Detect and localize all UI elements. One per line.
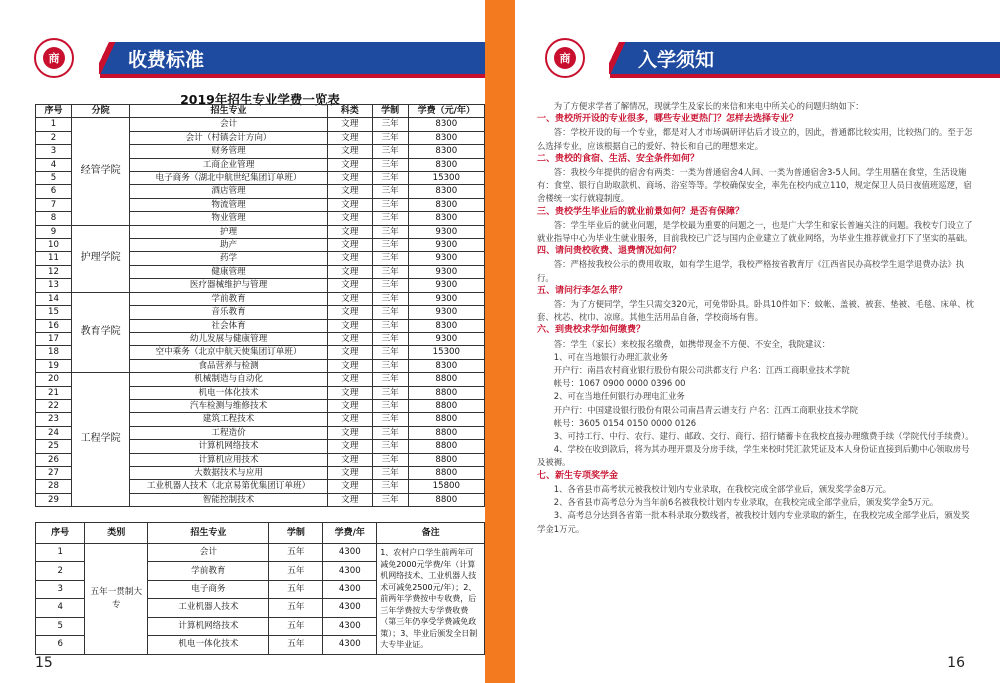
study-years: 三年 xyxy=(372,158,408,171)
study-years: 三年 xyxy=(372,306,408,319)
question-heading: 六、到贵校求学如何缴费？ xyxy=(537,325,646,336)
row-number: 14 xyxy=(36,292,72,305)
row-number: 2 xyxy=(36,131,72,144)
study-years: 三年 xyxy=(372,212,408,225)
tuition-fee: 15300 xyxy=(408,172,484,185)
college-name: 经管学院 xyxy=(71,118,129,225)
row-number: 23 xyxy=(36,413,72,426)
study-years: 五年 xyxy=(269,617,323,635)
subject-type: 文理 xyxy=(327,252,372,265)
major-name: 健康管理 xyxy=(130,265,328,278)
study-years: 三年 xyxy=(372,198,408,211)
column-header: 分院 xyxy=(71,105,129,118)
study-years: 三年 xyxy=(372,440,408,453)
tuition-fee: 4300 xyxy=(323,636,377,654)
study-years: 三年 xyxy=(372,346,408,359)
subject-type: 文理 xyxy=(327,453,372,466)
study-years: 三年 xyxy=(372,172,408,185)
subject-type: 文理 xyxy=(327,198,372,211)
major-name: 计算机网络技术 xyxy=(130,440,328,453)
study-years: 五年 xyxy=(269,636,323,654)
study-years: 三年 xyxy=(372,252,408,265)
row-number: 3 xyxy=(36,580,85,598)
subject-type: 文理 xyxy=(327,145,372,158)
subject-type: 文理 xyxy=(327,480,372,493)
tuition-fee: 8800 xyxy=(408,453,484,466)
major-name: 工商企业管理 xyxy=(130,158,328,171)
row-number: 9 xyxy=(36,225,72,238)
table-row xyxy=(36,225,485,238)
major-name: 机电一体化技术 xyxy=(130,386,328,399)
tuition-fee: 15800 xyxy=(408,480,484,493)
study-years: 三年 xyxy=(372,399,408,412)
answer-text: 2、各省县市高考总分为当年前6名被我校计划内专业录取，在我校完成全部学业后，颁发奖学金5万元。 xyxy=(553,497,939,508)
right-header-band: 入学须知 xyxy=(610,42,1000,74)
answer-text: 开户行：南昌农村商业银行股份有限公司洪都支行 户名：江西工商职业技术学院 xyxy=(553,365,850,376)
subject-type: 文理 xyxy=(327,185,372,198)
tuition-fee: 4300 xyxy=(323,544,377,562)
tuition-fee: 8800 xyxy=(408,440,484,453)
row-number: 6 xyxy=(36,185,72,198)
tuition-fee: 8300 xyxy=(408,131,484,144)
tuition-fee: 9300 xyxy=(408,252,484,265)
column-header: 招生专业 xyxy=(148,523,269,544)
question-heading: 五、请问行李怎么带？ xyxy=(537,285,628,296)
row-number: 20 xyxy=(36,373,72,386)
study-years: 三年 xyxy=(372,319,408,332)
study-years: 三年 xyxy=(372,359,408,372)
major-name: 会计 xyxy=(148,544,269,562)
tuition-fee: 8800 xyxy=(408,493,484,506)
row-number: 18 xyxy=(36,346,72,359)
row-number: 4 xyxy=(36,599,85,617)
row-number: 25 xyxy=(36,440,72,453)
subject-type: 文理 xyxy=(327,265,372,278)
subject-type: 文理 xyxy=(327,306,372,319)
major-name: 学前教育 xyxy=(130,292,328,305)
answer-text: 答：我校今年提供的宿舍有两类：一类为普通宿舍4人间、一类为普通宿舍3-5人间。学生用膳在食堂，生活设施有：食堂、银行自助取款机、商场、浴室等等。学校确保安全，率先在校内成立110，规定保卫人员日夜值班巡逻，宿舍楼统一实行就寝制度。 xyxy=(537,167,972,204)
major-name: 医疗器械维护与管理 xyxy=(130,279,328,292)
study-years: 三年 xyxy=(372,225,408,238)
study-years: 三年 xyxy=(372,386,408,399)
fee-note: 1、农村户口学生前两年可减免2000元学费/年（计算机网络技术、工业机器人技术可减免2500元/年）；2、前两年学费按中专收费，后三年学费按大专学费收费（第三年仍享受学费减免政策）；3、毕业后颁发全日制大专毕业证。 xyxy=(377,544,485,655)
answer-text: 1、可在当地银行办理汇款业务 xyxy=(553,351,668,362)
answer-text: 答：为了方便同学，学生只需交320元，可免带卧具。卧具10件如下：蚊帐、盖被、被套、垫被、毛毯、床单、枕套、枕芯、枕巾、凉席。其他生活用品自备，学校商场有售。 xyxy=(537,299,975,323)
study-years: 三年 xyxy=(372,480,408,493)
school-seal-logo: 商 xyxy=(34,38,74,78)
row-number: 5 xyxy=(36,617,85,635)
answer-text: 3、高考总分达到各省第一批本科录取分数线者，被我校计划内专业录取的新生，在我校完成全部学业后，颁发奖学金1万元。 xyxy=(537,510,970,534)
major-name: 助产 xyxy=(130,239,328,252)
study-years: 五年 xyxy=(269,599,323,617)
answer-text: 答：学生（家长）来校报名缴费，如携带现金不方便、不安全，我院建议： xyxy=(553,338,831,349)
tuition-fee: 8800 xyxy=(408,373,484,386)
answer-text: 1、各省县市高考状元被我校计划内专业录取，在我校完成全部学业后，颁发奖学金8万元。 xyxy=(553,483,892,494)
answer-text: 答：学生毕业后的就业问题，是学校最为重要的问题之一，也是广大学生和家长普遍关注的问题。我校专门设立了就业指导中心为毕业生就业服务，目前我校已广泛与国内企业建立了就业网络，为毕业生推荐就业打下了坚实的基础。 xyxy=(537,219,973,244)
row-number: 28 xyxy=(36,480,72,493)
column-header: 学制 xyxy=(372,105,408,118)
row-number: 1 xyxy=(36,118,72,131)
subject-type: 文理 xyxy=(327,386,372,399)
row-number: 21 xyxy=(36,386,72,399)
tuition-fee: 4300 xyxy=(323,580,377,598)
tuition-fee: 9300 xyxy=(408,265,484,278)
tuition-fee: 9300 xyxy=(408,279,484,292)
major-name: 物业管理 xyxy=(130,212,328,225)
tuition-fee: 8300 xyxy=(408,145,484,158)
subject-type: 文理 xyxy=(327,279,372,292)
major-name: 机电一体化技术 xyxy=(148,636,269,654)
table-header-row xyxy=(36,105,485,118)
left-header xyxy=(0,38,485,78)
column-header: 序号 xyxy=(36,523,85,544)
answer-text: 为了方便求学者了解情况，现就学生及家长的来信和来电中所关心的问题归纳如下： xyxy=(553,101,864,111)
major-name: 工程造价 xyxy=(130,426,328,439)
column-header: 招生专业 xyxy=(130,105,328,118)
left-page-number: 15 xyxy=(35,655,53,671)
study-years: 三年 xyxy=(372,453,408,466)
column-header: 备注 xyxy=(377,523,485,544)
left-header-stripe xyxy=(100,74,485,78)
major-name: 财务管理 xyxy=(130,145,328,158)
row-number: 12 xyxy=(36,265,72,278)
major-name: 电子商务（湖北中航世纪集团订单班） xyxy=(130,172,328,185)
answer-text: 4、学校在收到款后，将为其办理开票及分房手续，学生来校时凭汇款凭证及本人身份证直接到后勤中心领取房号及被褥。 xyxy=(537,444,970,468)
admission-notes xyxy=(537,100,977,536)
tuition-fee: 9300 xyxy=(408,306,484,319)
row-number: 3 xyxy=(36,145,72,158)
major-name: 大数据技术与应用 xyxy=(130,466,328,479)
answer-text: 帐号：3605 0154 0150 0000 0126 xyxy=(553,417,697,428)
tuition-fee: 8300 xyxy=(408,319,484,332)
question-heading: 七、新生专项奖学金 xyxy=(537,470,619,481)
subject-type: 文理 xyxy=(327,118,372,131)
major-name: 音乐教育 xyxy=(130,306,328,319)
table-row xyxy=(36,118,485,131)
row-number: 19 xyxy=(36,359,72,372)
row-number: 10 xyxy=(36,239,72,252)
subject-type: 文理 xyxy=(327,292,372,305)
subject-type: 文理 xyxy=(327,319,372,332)
major-name: 建筑工程技术 xyxy=(130,413,328,426)
tuition-fee: 8300 xyxy=(408,118,484,131)
row-number: 24 xyxy=(36,426,72,439)
tuition-fee: 8300 xyxy=(408,198,484,211)
major-name: 护理 xyxy=(130,225,328,238)
table-row xyxy=(36,373,485,386)
subject-type: 文理 xyxy=(327,426,372,439)
subject-type: 文理 xyxy=(327,212,372,225)
row-number: 1 xyxy=(36,544,85,562)
major-name: 食品营养与检测 xyxy=(130,359,328,372)
right-header xyxy=(515,38,1000,78)
row-number: 8 xyxy=(36,212,72,225)
study-years: 三年 xyxy=(372,373,408,386)
row-number: 4 xyxy=(36,158,72,171)
tuition-fee: 8800 xyxy=(408,413,484,426)
answer-text: 答：学校开设的每一个专业，都是对人才市场调研评估后才设立的，因此，普通都比较实用，比较热门的。至于怎么选择专业，应该根据自己的爱好、特长和自己的理想来定。 xyxy=(537,127,973,151)
major-name: 学前教育 xyxy=(148,562,269,580)
question-heading: 二、贵校的食宿、生活、安全条件如何？ xyxy=(537,153,700,164)
college-name: 教育学院 xyxy=(71,292,129,372)
tuition-fee: 9300 xyxy=(408,239,484,252)
school-seal-logo: 商 xyxy=(545,38,585,78)
study-years: 三年 xyxy=(372,279,408,292)
study-years: 五年 xyxy=(269,562,323,580)
major-name: 智能控制技术 xyxy=(130,493,328,506)
right-page-number: 16 xyxy=(947,655,965,671)
major-name: 社会体育 xyxy=(130,319,328,332)
table-row xyxy=(36,544,485,562)
column-header: 学费/年 xyxy=(323,523,377,544)
tuition-fee: 4300 xyxy=(323,562,377,580)
study-years: 五年 xyxy=(269,580,323,598)
major-name: 空中乘务（北京中航天使集团订单班） xyxy=(130,346,328,359)
subject-type: 文理 xyxy=(327,158,372,171)
subject-type: 文理 xyxy=(327,493,372,506)
study-years: 三年 xyxy=(372,118,408,131)
major-name: 幼儿发展与健康管理 xyxy=(130,332,328,345)
subject-type: 文理 xyxy=(327,373,372,386)
row-number: 17 xyxy=(36,332,72,345)
subject-type: 文理 xyxy=(327,346,372,359)
column-header: 科类 xyxy=(327,105,372,118)
major-name: 会计 xyxy=(130,118,328,131)
left-header-band: 收费标准 xyxy=(100,42,485,74)
column-header: 学费（元/年） xyxy=(408,105,484,118)
tuition-fee: 8800 xyxy=(408,399,484,412)
college-name: 工程学院 xyxy=(71,373,129,507)
answer-text: 开户行：中国建设银行股份有限公司南昌青云谱支行 户名：江西工商职业技术学院 xyxy=(553,404,858,415)
row-number: 7 xyxy=(36,198,72,211)
tuition-fee: 9300 xyxy=(408,225,484,238)
row-number: 27 xyxy=(36,466,72,479)
table-header-row xyxy=(36,523,485,544)
college-name: 护理学院 xyxy=(71,225,129,292)
major-name: 酒店管理 xyxy=(130,185,328,198)
subject-type: 文理 xyxy=(327,131,372,144)
study-years: 三年 xyxy=(372,292,408,305)
fee-table-title: 2019年招生专业学费一览表 xyxy=(180,92,340,107)
answer-text: 2、可在当地任何银行办理电汇业务 xyxy=(553,391,685,402)
answer-text: 3、可持工行、中行、农行、建行、邮政、交行、商行、招行储蓄卡在我校直接办理缴费手续（学院代付手续费）。 xyxy=(553,431,974,442)
major-name: 汽车检测与维修技术 xyxy=(130,399,328,412)
study-years: 三年 xyxy=(372,265,408,278)
row-number: 16 xyxy=(36,319,72,332)
major-name: 计算机网络技术 xyxy=(148,617,269,635)
study-years: 三年 xyxy=(372,131,408,144)
major-name: 电子商务 xyxy=(148,580,269,598)
study-years: 三年 xyxy=(372,239,408,252)
row-number: 11 xyxy=(36,252,72,265)
subject-type: 文理 xyxy=(327,239,372,252)
column-header: 类别 xyxy=(85,523,148,544)
major-name: 工业机器人技术（北京易第优集团订单班） xyxy=(130,480,328,493)
major-name: 工业机器人技术 xyxy=(148,599,269,617)
tuition-fee: 4300 xyxy=(323,599,377,617)
row-number: 15 xyxy=(36,306,72,319)
row-number: 26 xyxy=(36,453,72,466)
row-number: 13 xyxy=(36,279,72,292)
row-number: 22 xyxy=(36,399,72,412)
question-heading: 三、贵校学生毕业后的就业前景如何？是否有保障？ xyxy=(537,206,745,217)
study-years: 五年 xyxy=(269,544,323,562)
study-years: 三年 xyxy=(372,426,408,439)
subject-type: 文理 xyxy=(327,440,372,453)
major-name: 计算机应用技术 xyxy=(130,453,328,466)
subject-type: 文理 xyxy=(327,225,372,238)
question-heading: 一、贵校所开设的专业很多，哪些专业更热门？怎样去选择专业？ xyxy=(537,114,799,125)
row-number: 5 xyxy=(36,172,72,185)
major-name: 会计（村镇会计方向） xyxy=(130,131,328,144)
subject-type: 文理 xyxy=(327,466,372,479)
subject-type: 文理 xyxy=(327,413,372,426)
program-category: 五年一贯制大专 xyxy=(85,544,148,655)
tuition-fee: 8300 xyxy=(408,158,484,171)
row-number: 6 xyxy=(36,636,85,654)
study-years: 三年 xyxy=(372,332,408,345)
tuition-fee: 8300 xyxy=(408,185,484,198)
question-heading: 四、请问贵校收费、退费情况如何？ xyxy=(537,246,682,257)
study-years: 三年 xyxy=(372,145,408,158)
tuition-fee: 15300 xyxy=(408,346,484,359)
subject-type: 文理 xyxy=(327,359,372,372)
tuition-fee: 8300 xyxy=(408,359,484,372)
study-years: 三年 xyxy=(372,185,408,198)
right-header-stripe xyxy=(610,74,1000,78)
subject-type: 文理 xyxy=(327,399,372,412)
tuition-fee: 8800 xyxy=(408,386,484,399)
major-name: 物流管理 xyxy=(130,198,328,211)
column-header: 学制 xyxy=(269,523,323,544)
tuition-fee: 8800 xyxy=(408,426,484,439)
study-years: 三年 xyxy=(372,493,408,506)
subject-type: 文理 xyxy=(327,172,372,185)
column-header: 序号 xyxy=(36,105,72,118)
tuition-fee: 4300 xyxy=(323,617,377,635)
tuition-fee: 9300 xyxy=(408,292,484,305)
study-years: 三年 xyxy=(372,466,408,479)
study-years: 三年 xyxy=(372,413,408,426)
row-number: 2 xyxy=(36,562,85,580)
major-name: 机械制造与自动化 xyxy=(130,373,328,386)
answer-text: 答：严格按我校公示的费用收取，如有学生退学，我校严格按省教育厅《江西省民办高校学生退学退费办法》执行。 xyxy=(537,259,965,283)
row-number: 29 xyxy=(36,493,72,506)
tuition-fee: 8800 xyxy=(408,466,484,479)
tuition-fee: 9300 xyxy=(408,332,484,345)
answer-text: 帐号：1067 0900 0000 0396 00 xyxy=(553,378,686,389)
major-name: 药学 xyxy=(130,252,328,265)
subject-type: 文理 xyxy=(327,332,372,345)
table-row xyxy=(36,292,485,305)
tuition-fee: 8300 xyxy=(408,212,484,225)
five-year-fee-table xyxy=(35,522,485,655)
fee-table xyxy=(35,104,485,507)
